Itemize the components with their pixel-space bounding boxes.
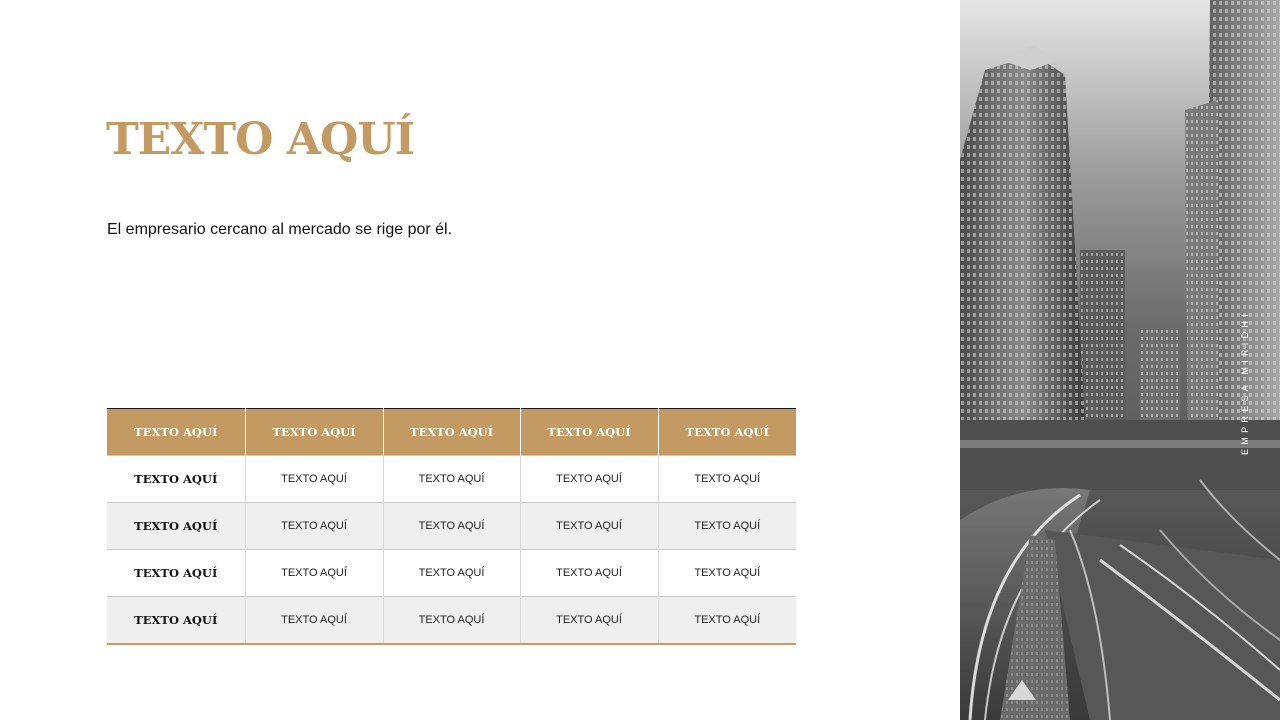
table-cell: TEXTO AQUÍ xyxy=(383,550,520,597)
slide-subtitle: El empresario cercano al mercado se rige por él. xyxy=(107,221,453,238)
table-row-heading: TEXTO AQUÍ xyxy=(107,503,245,550)
slide-title: TEXTO AQUÍ xyxy=(106,114,415,165)
table-cell: TEXTO AQUÍ xyxy=(658,456,796,503)
table-cell: TEXTO AQUÍ xyxy=(245,550,383,597)
table-cell: TEXTO AQUÍ xyxy=(520,456,658,503)
table-cell: TEXTO AQUÍ xyxy=(520,597,658,645)
table-row-heading: TEXTO AQUÍ xyxy=(107,456,245,503)
table-cell: TEXTO AQUÍ xyxy=(245,503,383,550)
table-row-heading: TEXTO AQUÍ xyxy=(107,597,245,645)
table-cell: TEXTO AQUÍ xyxy=(383,503,520,550)
table-row xyxy=(107,456,796,503)
table-cell: TEXTO AQUÍ xyxy=(245,597,383,645)
table-cell: TEXTO AQUÍ xyxy=(658,597,796,645)
table-cell: TEXTO AQUÍ xyxy=(520,550,658,597)
table-header-cell: TEXTO AQUÍ xyxy=(107,409,245,456)
table-cell: TEXTO AQUÍ xyxy=(658,550,796,597)
table-row xyxy=(107,503,796,550)
city-skyline-photo xyxy=(960,0,1280,720)
table-header-cell: TEXTO AQUÍ xyxy=(658,409,796,456)
table-cell: TEXTO AQUÍ xyxy=(383,597,520,645)
table-header-cell: TEXTO AQUÍ xyxy=(520,409,658,456)
table-cell: TEXTO AQUÍ xyxy=(658,503,796,550)
table-cell: TEXTO AQUÍ xyxy=(245,456,383,503)
data-table xyxy=(107,408,796,645)
table-cell: TEXTO AQUÍ xyxy=(383,456,520,503)
table-row xyxy=(107,597,796,645)
table-header-cell: TEXTO AQUÍ xyxy=(383,409,520,456)
table-cell: TEXTO AQUÍ xyxy=(520,503,658,550)
table-row-heading: TEXTO AQUÍ xyxy=(107,550,245,597)
table-header-row xyxy=(107,409,796,456)
brand-vertical-label: EMPRESA MIRIDHI xyxy=(1240,309,1250,455)
table-row xyxy=(107,550,796,597)
table-header-cell: TEXTO AQUÍ xyxy=(245,409,383,456)
